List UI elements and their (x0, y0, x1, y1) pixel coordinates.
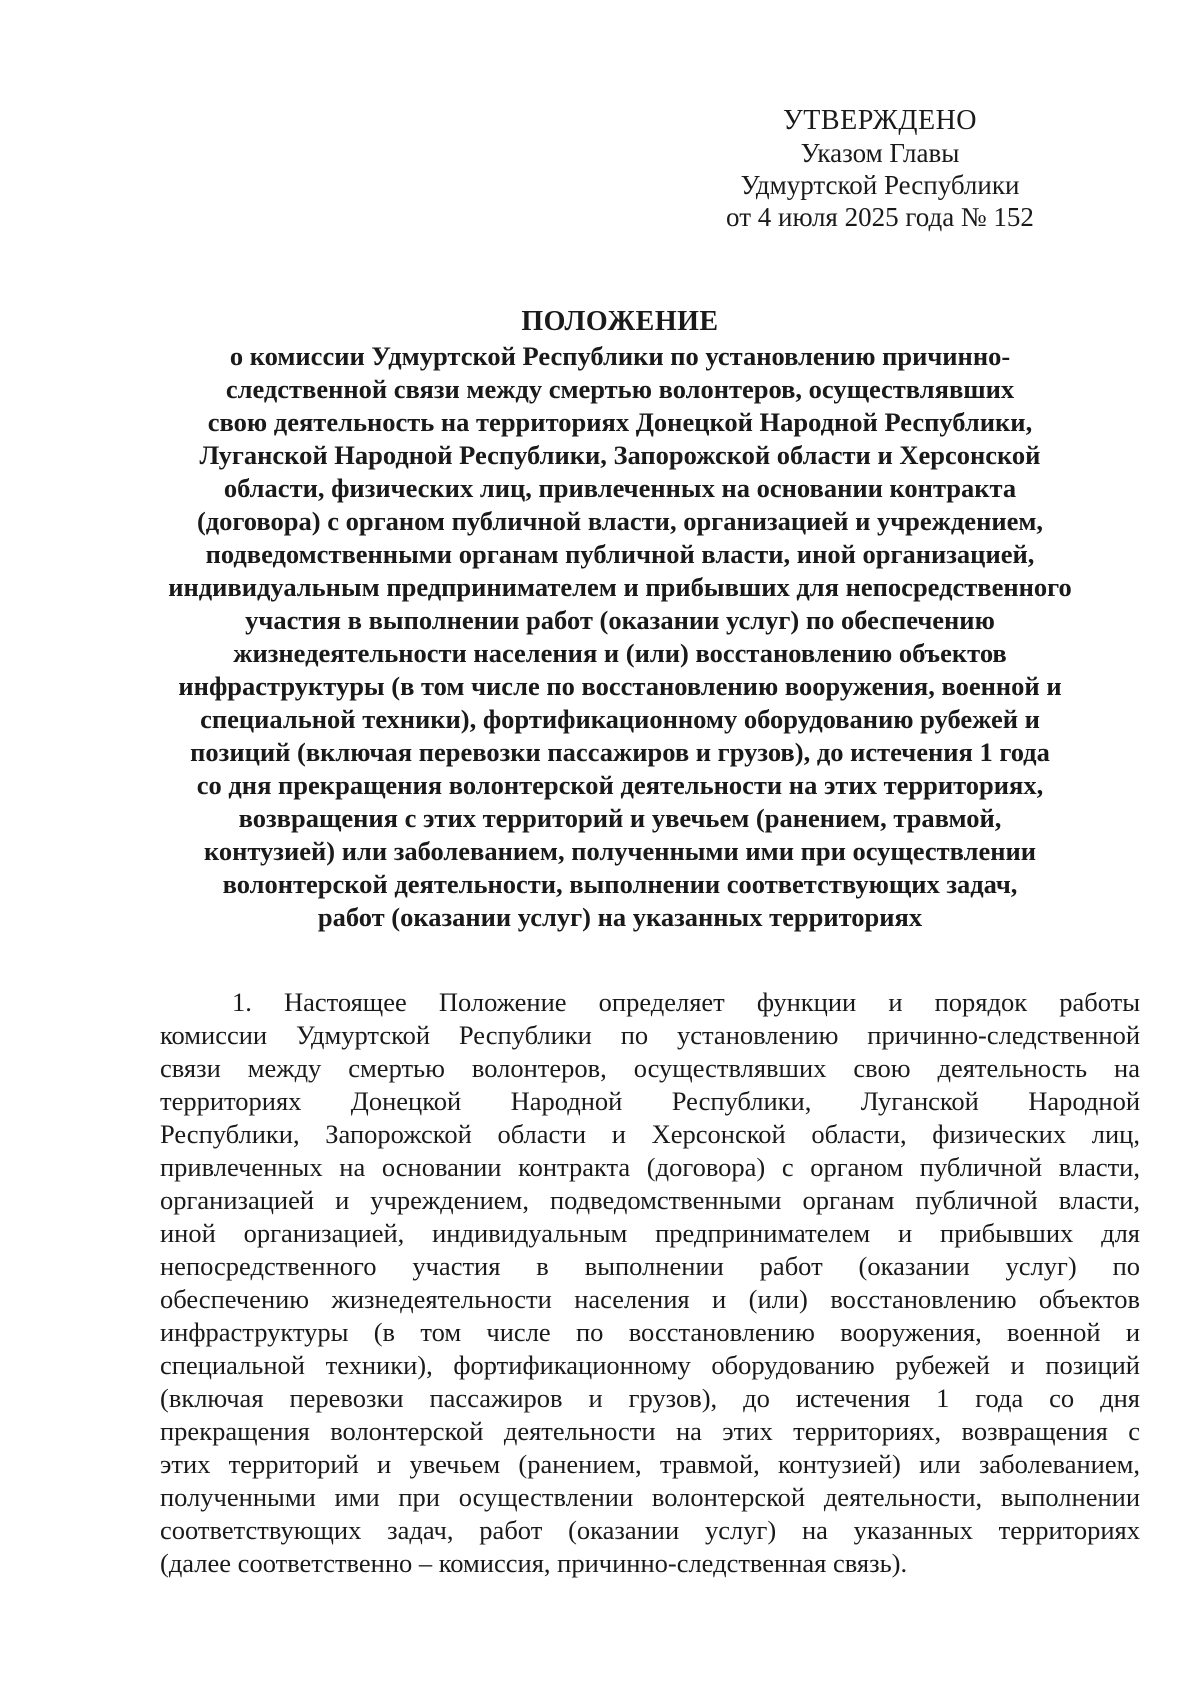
paragraph-line: специальной техники), фортификационному оборудованию рубежей и позиций (160, 1350, 1140, 1380)
paragraph-line: привлеченных на основании контракта (договора) с органом публичной власти, (160, 1152, 1140, 1182)
paragraph-line: иной организацией, индивидуальным предпринимателем и прибывших для (160, 1218, 1140, 1248)
approval-line-region: Удмуртской Республики (740, 170, 1020, 200)
paragraph-line: 1. Настоящее Положение определяет функции и порядок работы (232, 987, 1140, 1017)
paragraph-line: инфраструктуры (в том числе по восстановлению вооружения, военной и (160, 1317, 1140, 1347)
title-line: возвращения с этих территорий и увечьем (ранением, травмой, (238, 803, 1002, 833)
approval-line-date: от 4 июля 2025 года № 152 (726, 202, 1034, 232)
document-title: ПОЛОЖЕНИЕ (521, 306, 719, 337)
title-line: жизнедеятельности населения и (или) восстановлению объектов (233, 638, 1007, 668)
title-line: индивидуальным предпринимателем и прибывших для непосредственного (168, 572, 1072, 602)
title-line: (договора) с органом публичной власти, организацией и учреждением, (196, 506, 1044, 536)
approval-heading: УТВЕРЖДЕНО (782, 105, 978, 136)
paragraph-line: (далее соответственно – комиссия, причинно-следственная связь). (160, 1548, 908, 1578)
paragraph-line: Республики, Запорожской области и Херсонской области, физических лиц, (160, 1119, 1140, 1149)
title-line: волонтерской деятельности, выполнении соответствующих задач, (222, 869, 1018, 899)
title-line: Луганской Народной Республики, Запорожской области и Херсонской (199, 440, 1041, 470)
paragraph-line: полученными ими при осуществлении волонтерской деятельности, выполнении (160, 1482, 1140, 1512)
paragraph-line: прекращения волонтерской деятельности на этих территориях, возвращения с (160, 1416, 1140, 1446)
paragraph-line: организацией и учреждением, подведомственными органам публичной власти, (160, 1185, 1140, 1215)
paragraph-line: комиссии Удмуртской Республики по установлению причинно-следственной (160, 1020, 1140, 1050)
title-line: со дня прекращения волонтерской деятельности на этих территориях, (196, 770, 1044, 800)
title-line: области, физических лиц, привлеченных на основании контракта (223, 473, 1017, 503)
paragraph-line: связи между смертью волонтеров, осуществлявших свою деятельность на (160, 1053, 1140, 1083)
paragraph-line: соответствующих задач, работ (оказании услуг) на указанных территориях (160, 1515, 1140, 1545)
paragraph-line: (включая перевозки пассажиров и грузов), до истечения 1 года со дня (160, 1383, 1140, 1413)
title-line: инфраструктуры (в том числе по восстановлению вооружения, военной и (178, 671, 1062, 701)
document-title-block (140, 305, 1100, 934)
title-line: следственной связи между смертью волонтеров, осуществлявших (225, 374, 1015, 404)
title-line: работ (оказании услуг) на указанных территориях (317, 902, 923, 932)
paragraph-line: этих территорий и увечьем (ранением, травмой, контузией) или заболеванием, (160, 1449, 1140, 1479)
title-line: подведомственными органам публичной власти, иной организацией, (205, 539, 1035, 569)
paragraph-line: территориях Донецкой Народной Республики, Луганской Народной (160, 1086, 1140, 1116)
title-line: позиций (включая перевозки пассажиров и грузов), до истечения 1 года (190, 737, 1050, 767)
paragraph-1 (160, 986, 1140, 1580)
title-line: свою деятельность на территориях Донецкой Народной Республики, (207, 407, 1033, 437)
title-line: о комиссии Удмуртской Республики по установлению причинно- (229, 341, 1011, 371)
approval-stamp (700, 105, 1060, 233)
approval-line-decree: Указом Главы (800, 138, 960, 168)
title-line: контузией) или заболеванием, полученными ими при осуществлении (203, 836, 1037, 866)
title-line: участия в выполнении работ (оказании услуг) по обеспечению (245, 605, 995, 635)
title-line: специальной техники), фортификационному оборудованию рубежей и (200, 704, 1040, 734)
paragraph-line: обеспечению жизнедеятельности населения и (или) восстановлению объектов (160, 1284, 1140, 1314)
paragraph-line: непосредственного участия в выполнении работ (оказании услуг) по (160, 1251, 1140, 1281)
